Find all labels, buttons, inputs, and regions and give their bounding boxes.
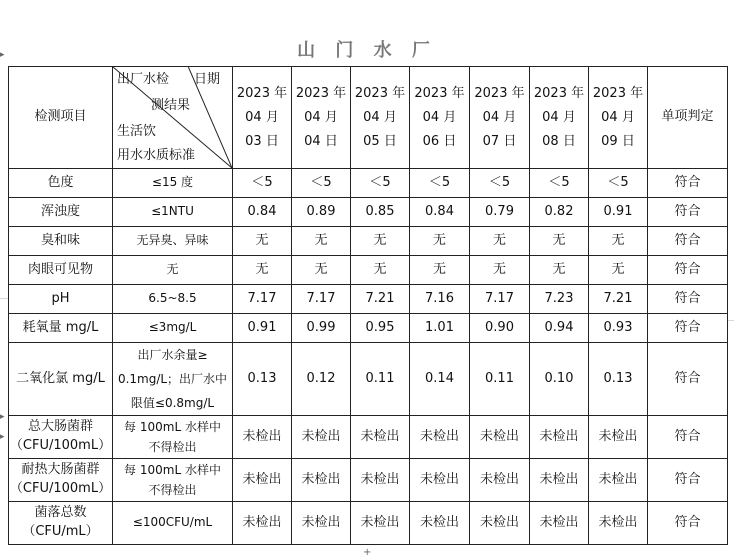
table-row xyxy=(9,198,728,227)
standard-line: 每 100mL 水样中 xyxy=(124,420,221,434)
diag-text-low1: 生活饮 xyxy=(117,124,157,139)
diag-text-top-left: 出厂水检 xyxy=(117,72,170,87)
standard-cell: 无 xyxy=(113,256,233,285)
value-cell: 无 xyxy=(292,227,351,256)
value-cell: 未检出 xyxy=(410,502,470,545)
value-cell: 无 xyxy=(292,256,351,285)
value-cell: 0.91 xyxy=(589,198,648,227)
diag-text-mid: 测结果 xyxy=(151,98,191,113)
value-cell: 无 xyxy=(470,256,530,285)
value-cell: 7.21 xyxy=(351,285,410,314)
standard-cell: 无异臭、异味 xyxy=(113,227,233,256)
verdict-cell: 符合 xyxy=(648,343,728,416)
header-verdict: 单项判定 xyxy=(648,67,728,169)
table-row xyxy=(9,416,728,459)
value-cell: 未检出 xyxy=(351,416,410,459)
value-cell: ＜5 xyxy=(292,169,351,198)
date-header: 2023 年 04 月 07 日 xyxy=(470,67,530,169)
value-cell: 0.91 xyxy=(233,314,292,343)
table-add-row-plus[interactable]: + xyxy=(363,547,372,558)
standard-line: 不得检出 xyxy=(148,440,197,454)
value-cell: 无 xyxy=(470,227,530,256)
value-cell: 无 xyxy=(351,227,410,256)
header-row xyxy=(9,67,728,169)
standard-cell: 6.5~8.5 xyxy=(113,285,233,314)
date-header: 2023 年 04 月 06 日 xyxy=(410,67,470,169)
value-cell: ＜5 xyxy=(530,169,589,198)
standard-cell: ≤100CFU/mL xyxy=(113,502,233,545)
standard-cell: ≤3mg/L xyxy=(113,314,233,343)
table-row xyxy=(9,459,728,502)
verdict-cell: 符合 xyxy=(648,256,728,285)
verdict-cell: 符合 xyxy=(648,314,728,343)
value-cell: 0.10 xyxy=(530,343,589,416)
verdict-cell: 符合 xyxy=(648,285,728,314)
water-quality-table xyxy=(8,66,728,545)
item-line: （CFU/100mL） xyxy=(9,438,112,453)
value-cell: 未检出 xyxy=(233,459,292,502)
table-row xyxy=(9,169,728,198)
date-header: 2023 年 04 月 05 日 xyxy=(351,67,410,169)
value-cell: 未检出 xyxy=(470,502,530,545)
value-cell: 未检出 xyxy=(530,502,589,545)
diag-text-date: 日期 xyxy=(193,72,220,87)
table-row xyxy=(9,227,728,256)
item-cell: 耗氧量 mg/L xyxy=(9,314,113,343)
value-cell: 无 xyxy=(530,227,589,256)
margin-marker-low: ▸ xyxy=(0,432,5,442)
value-cell: 0.99 xyxy=(292,314,351,343)
value-cell: 未检出 xyxy=(470,459,530,502)
value-cell: 未检出 xyxy=(589,416,648,459)
verdict-cell: 符合 xyxy=(648,459,728,502)
value-cell: 未检出 xyxy=(233,416,292,459)
value-cell: 0.82 xyxy=(530,198,589,227)
value-cell: 未检出 xyxy=(530,416,589,459)
value-cell: 无 xyxy=(410,227,470,256)
item-line: （CFU/100mL） xyxy=(9,481,112,496)
standard-line: 0.1mg/L；出厂水中 xyxy=(117,372,228,386)
value-cell: 未检出 xyxy=(292,502,351,545)
value-cell: 无 xyxy=(233,256,292,285)
value-cell: 未检出 xyxy=(410,459,470,502)
value-cell: 0.85 xyxy=(351,198,410,227)
value-cell: 0.89 xyxy=(292,198,351,227)
value-cell: 未检出 xyxy=(292,416,351,459)
table-row xyxy=(9,502,728,545)
item-cell xyxy=(9,416,113,459)
value-cell: 7.16 xyxy=(410,285,470,314)
value-cell: 0.84 xyxy=(410,198,470,227)
value-cell: 0.93 xyxy=(589,314,648,343)
value-cell: 未检出 xyxy=(410,416,470,459)
value-cell: 7.21 xyxy=(589,285,648,314)
item-cell: 臭和味 xyxy=(9,227,113,256)
margin-marker-mid: ▸ xyxy=(0,412,5,422)
standard-line: 每 100mL 水样中 xyxy=(124,463,221,477)
value-cell: ＜5 xyxy=(589,169,648,198)
value-cell: 无 xyxy=(589,256,648,285)
value-cell: 0.14 xyxy=(410,343,470,416)
item-line: 菌落总数 xyxy=(34,505,87,521)
standard-cell xyxy=(113,343,233,416)
verdict-cell: 符合 xyxy=(648,502,728,545)
value-cell: 7.17 xyxy=(233,285,292,314)
value-cell: 0.11 xyxy=(470,343,530,416)
value-cell: 无 xyxy=(410,256,470,285)
date-header: 2023 年 04 月 04 日 xyxy=(292,67,351,169)
item-cell: 二氧化氯 mg/L xyxy=(9,343,113,416)
value-cell: 未检出 xyxy=(292,459,351,502)
value-cell: 未检出 xyxy=(589,502,648,545)
value-cell: 0.79 xyxy=(470,198,530,227)
item-cell xyxy=(9,459,113,502)
value-cell: 7.23 xyxy=(530,285,589,314)
value-cell: 0.94 xyxy=(530,314,589,343)
value-cell: 未检出 xyxy=(351,502,410,545)
item-line: 耐热大肠菌群 xyxy=(21,462,100,478)
verdict-cell: 符合 xyxy=(648,227,728,256)
value-cell: 0.12 xyxy=(292,343,351,416)
standard-line: 出厂水余量≥ xyxy=(137,348,208,362)
value-cell: ＜5 xyxy=(233,169,292,198)
standard-cell: ≤1NTU xyxy=(113,198,233,227)
item-cell: pH xyxy=(9,285,113,314)
value-cell: 7.17 xyxy=(470,285,530,314)
value-cell: ＜5 xyxy=(410,169,470,198)
value-cell: ＜5 xyxy=(351,169,410,198)
verdict-cell: 符合 xyxy=(648,416,728,459)
date-header: 2023 年 04 月 08 日 xyxy=(530,67,589,169)
value-cell: 未检出 xyxy=(530,459,589,502)
table-row xyxy=(9,256,728,285)
value-cell: 0.90 xyxy=(470,314,530,343)
item-cell xyxy=(9,502,113,545)
page-title: 山 门 水 厂 xyxy=(297,40,437,61)
page-break-line-left xyxy=(0,298,8,299)
value-cell: 未检出 xyxy=(351,459,410,502)
date-header: 2023 年 04 月 09 日 xyxy=(589,67,648,169)
value-cell: 1.01 xyxy=(410,314,470,343)
value-cell: 无 xyxy=(351,256,410,285)
item-cell: 浑浊度 xyxy=(9,198,113,227)
verdict-cell: 符合 xyxy=(648,198,728,227)
standard-line: 限值≤0.8mg/L xyxy=(130,396,215,410)
value-cell: 0.13 xyxy=(233,343,292,416)
item-cell: 色度 xyxy=(9,169,113,198)
verdict-cell: 符合 xyxy=(648,169,728,198)
item-line: 总大肠菌群 xyxy=(27,419,93,435)
value-cell: 无 xyxy=(589,227,648,256)
value-cell: 0.11 xyxy=(351,343,410,416)
item-cell: 肉眼可见物 xyxy=(9,256,113,285)
value-cell: 0.95 xyxy=(351,314,410,343)
standard-cell: ≤15 度 xyxy=(113,169,233,198)
value-cell: 0.13 xyxy=(589,343,648,416)
header-item: 检测项目 xyxy=(9,67,113,169)
item-line: （CFU/mL） xyxy=(22,524,99,539)
quality-table-wrapper xyxy=(8,66,727,545)
standard-cell xyxy=(113,459,233,502)
value-cell: 未检出 xyxy=(470,416,530,459)
table-row xyxy=(9,285,728,314)
margin-marker-top: ▸ xyxy=(0,50,5,60)
diag-text-low2: 用水水质标准 xyxy=(117,148,196,163)
value-cell: 7.17 xyxy=(292,285,351,314)
standard-cell xyxy=(113,416,233,459)
standard-line: 不得检出 xyxy=(148,483,197,497)
page-break-line-right xyxy=(727,320,734,321)
value-cell: ＜5 xyxy=(470,169,530,198)
table-row xyxy=(9,314,728,343)
date-header: 2023 年 04 月 03 日 xyxy=(233,67,292,169)
value-cell: 未检出 xyxy=(589,459,648,502)
value-cell: 无 xyxy=(233,227,292,256)
header-diagonal-cell xyxy=(113,67,233,169)
value-cell: 0.84 xyxy=(233,198,292,227)
value-cell: 未检出 xyxy=(233,502,292,545)
table-row xyxy=(9,343,728,416)
value-cell: 无 xyxy=(530,256,589,285)
